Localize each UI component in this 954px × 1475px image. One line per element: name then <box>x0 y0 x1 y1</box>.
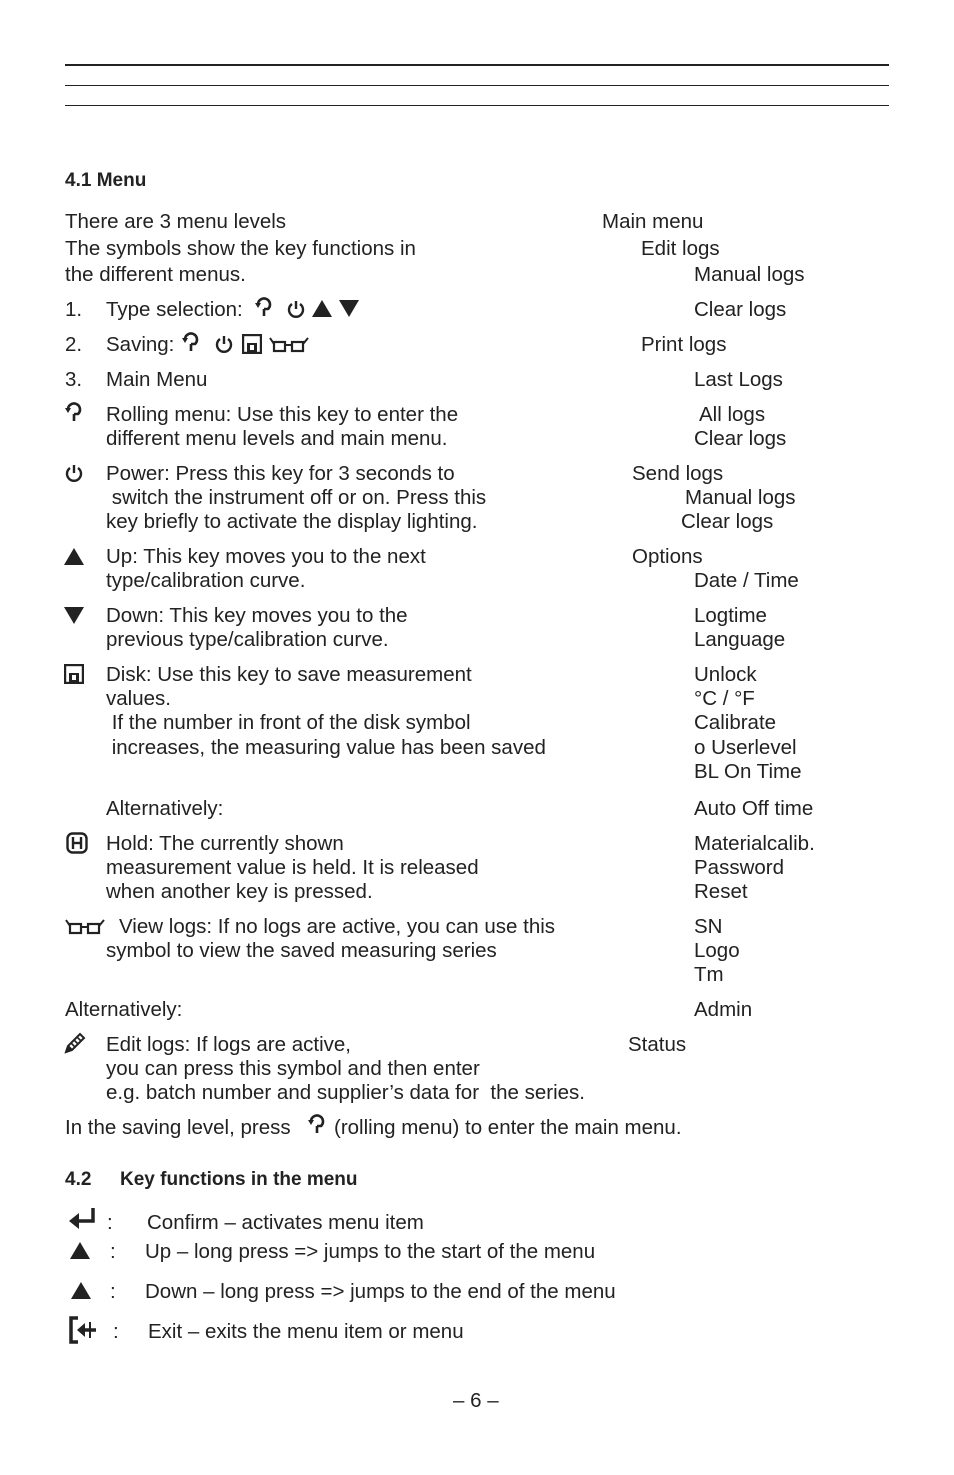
tree-language: Language <box>694 628 786 651</box>
tree-edit-logs: Edit logs <box>641 237 720 260</box>
view-logs-icon <box>64 918 106 936</box>
down-desc-2: previous type/calibration curve. <box>106 628 389 651</box>
intro-line-3: the different menus. <box>65 263 246 286</box>
down-arrow-icon <box>339 300 359 318</box>
down-long-press-desc: Down – long press => jumps to the end of the menu <box>145 1280 616 1303</box>
tree-sn: SN <box>694 915 723 938</box>
tree-bl-on-time: BL On Time <box>694 760 802 783</box>
pencil-icon <box>64 1032 86 1054</box>
tree-options: Options <box>632 545 703 568</box>
saving-note-end: (rolling menu) to enter the main menu. <box>334 1116 682 1139</box>
tree-main-menu: Main menu <box>602 210 704 233</box>
header-rule-bottom <box>65 105 889 106</box>
exit-desc: Exit – exits the menu item or menu <box>148 1320 464 1343</box>
hold-desc-3: when another key is pressed. <box>106 880 373 903</box>
tree-userlevel: o Userlevel <box>694 736 797 759</box>
tree-clear-logs-2: Clear logs <box>694 427 787 450</box>
power-desc-1: Power: Press this key for 3 seconds to <box>106 462 455 485</box>
tree-clear-logs-3: Clear logs <box>681 510 774 533</box>
view-desc-1: View logs: If no logs are active, you can use this <box>119 915 556 938</box>
alternatively-label: Alternatively: <box>106 797 224 820</box>
up-desc-1: Up: This key moves you to the next <box>106 545 426 568</box>
power-icon <box>286 299 306 319</box>
level-3-number: 3. <box>65 368 83 391</box>
rolling-desc-2: different menu levels and main menu. <box>106 427 448 450</box>
level-1-number: 1. <box>65 298 83 321</box>
rolling-menu-icon <box>181 332 201 354</box>
level-2-text: Saving: <box>106 333 175 356</box>
tree-all-logs: All logs <box>699 403 766 426</box>
hold-desc-1: Hold: The currently shown <box>106 832 344 855</box>
tree-tm: Tm <box>694 963 724 986</box>
tree-last-logs: Last Logs <box>694 368 783 391</box>
rolling-desc-1: Rolling menu: Use this key to enter the <box>106 403 459 426</box>
tree-manual-logs: Manual logs <box>694 263 805 286</box>
disk-desc-3: If the number in front of the disk symbol <box>106 711 471 734</box>
tree-auto-off-time: Auto Off time <box>694 797 814 820</box>
up-arrow-icon <box>312 300 332 318</box>
edit-desc-1: Edit logs: If logs are active, <box>106 1033 351 1056</box>
level-3-text: Main Menu <box>106 368 208 391</box>
power-icon <box>214 334 234 354</box>
rolling-menu-icon <box>254 297 274 319</box>
disk-desc-4: increases, the measuring value has been saved <box>106 736 546 759</box>
disk-icon <box>64 664 84 684</box>
tree-calibrate: Calibrate <box>694 711 777 734</box>
down-arrow-icon <box>64 607 84 625</box>
enter-icon <box>68 1207 98 1229</box>
rolling-menu-icon <box>64 402 84 424</box>
level-1-text: Type selection: <box>106 298 243 321</box>
disk-icon <box>242 334 262 354</box>
tree-clear-logs: Clear logs <box>694 298 787 321</box>
tree-send-logs: Send logs <box>632 462 724 485</box>
tree-temperature-unit: °C / °F <box>694 687 755 710</box>
alternatively-label-2: Alternatively: <box>65 998 183 1021</box>
header-rule-top <box>65 64 889 66</box>
level-2-number: 2. <box>65 333 83 356</box>
page-number: – 6 – <box>453 1389 499 1412</box>
intro-line-1: There are 3 menu levels <box>65 210 287 233</box>
section-heading-menu: 4.1 Menu <box>65 170 147 191</box>
view-logs-icon <box>268 336 310 354</box>
power-desc-3: key briefly to activate the display lighting. <box>106 510 478 533</box>
saving-note-start: In the saving level, press <box>65 1116 291 1139</box>
exit-colon: : <box>113 1320 119 1343</box>
hold-desc-2: measurement value is held. It is released <box>106 856 479 879</box>
section-heading-key-functions-number: 4.2 <box>65 1169 92 1190</box>
hold-icon <box>66 832 88 854</box>
tree-date-time: Date / Time <box>694 569 799 592</box>
tree-reset: Reset <box>694 880 748 903</box>
tree-status: Status <box>628 1033 687 1056</box>
edit-desc-2: you can press this symbol and then enter <box>106 1057 480 1080</box>
exit-icon <box>68 1316 98 1344</box>
down-colon: : <box>110 1280 116 1303</box>
power-desc-2: switch the instrument off or on. Press this <box>106 486 487 509</box>
section-heading-key-functions: Key functions in the menu <box>120 1169 358 1190</box>
edit-desc-3: e.g. batch number and supplier’s data for the series. <box>106 1081 585 1104</box>
tree-materialcalib: Materialcalib. <box>694 832 815 855</box>
tree-manual-logs-2: Manual logs <box>685 486 796 509</box>
disk-desc-1: Disk: Use this key to save measurement <box>106 663 472 686</box>
down-desc-1: Down: This key moves you to the <box>106 604 408 627</box>
up-long-press-desc: Up – long press => jumps to the start of the menu <box>145 1240 596 1263</box>
up-arrow-icon <box>64 548 84 566</box>
power-icon <box>64 463 84 483</box>
rolling-menu-icon <box>307 1114 327 1136</box>
up-colon: : <box>110 1240 116 1263</box>
view-desc-2: symbol to view the saved measuring series <box>106 939 497 962</box>
intro-line-2: The symbols show the key functions in <box>65 237 416 260</box>
up-desc-2: type/calibration curve. <box>106 569 306 592</box>
tree-logtime: Logtime <box>694 604 767 627</box>
confirm-desc: Confirm – activates menu item <box>147 1211 424 1234</box>
disk-desc-2: values. <box>106 687 171 710</box>
confirm-colon: : <box>107 1211 113 1234</box>
tree-admin: Admin <box>694 998 753 1021</box>
tree-unlock: Unlock <box>694 663 757 686</box>
tree-print-logs: Print logs <box>641 333 727 356</box>
tree-logo: Logo <box>694 939 740 962</box>
header-rule-middle <box>65 85 889 86</box>
up-arrow-icon <box>71 1282 91 1300</box>
up-arrow-icon <box>70 1242 90 1260</box>
tree-password: Password <box>694 856 785 879</box>
